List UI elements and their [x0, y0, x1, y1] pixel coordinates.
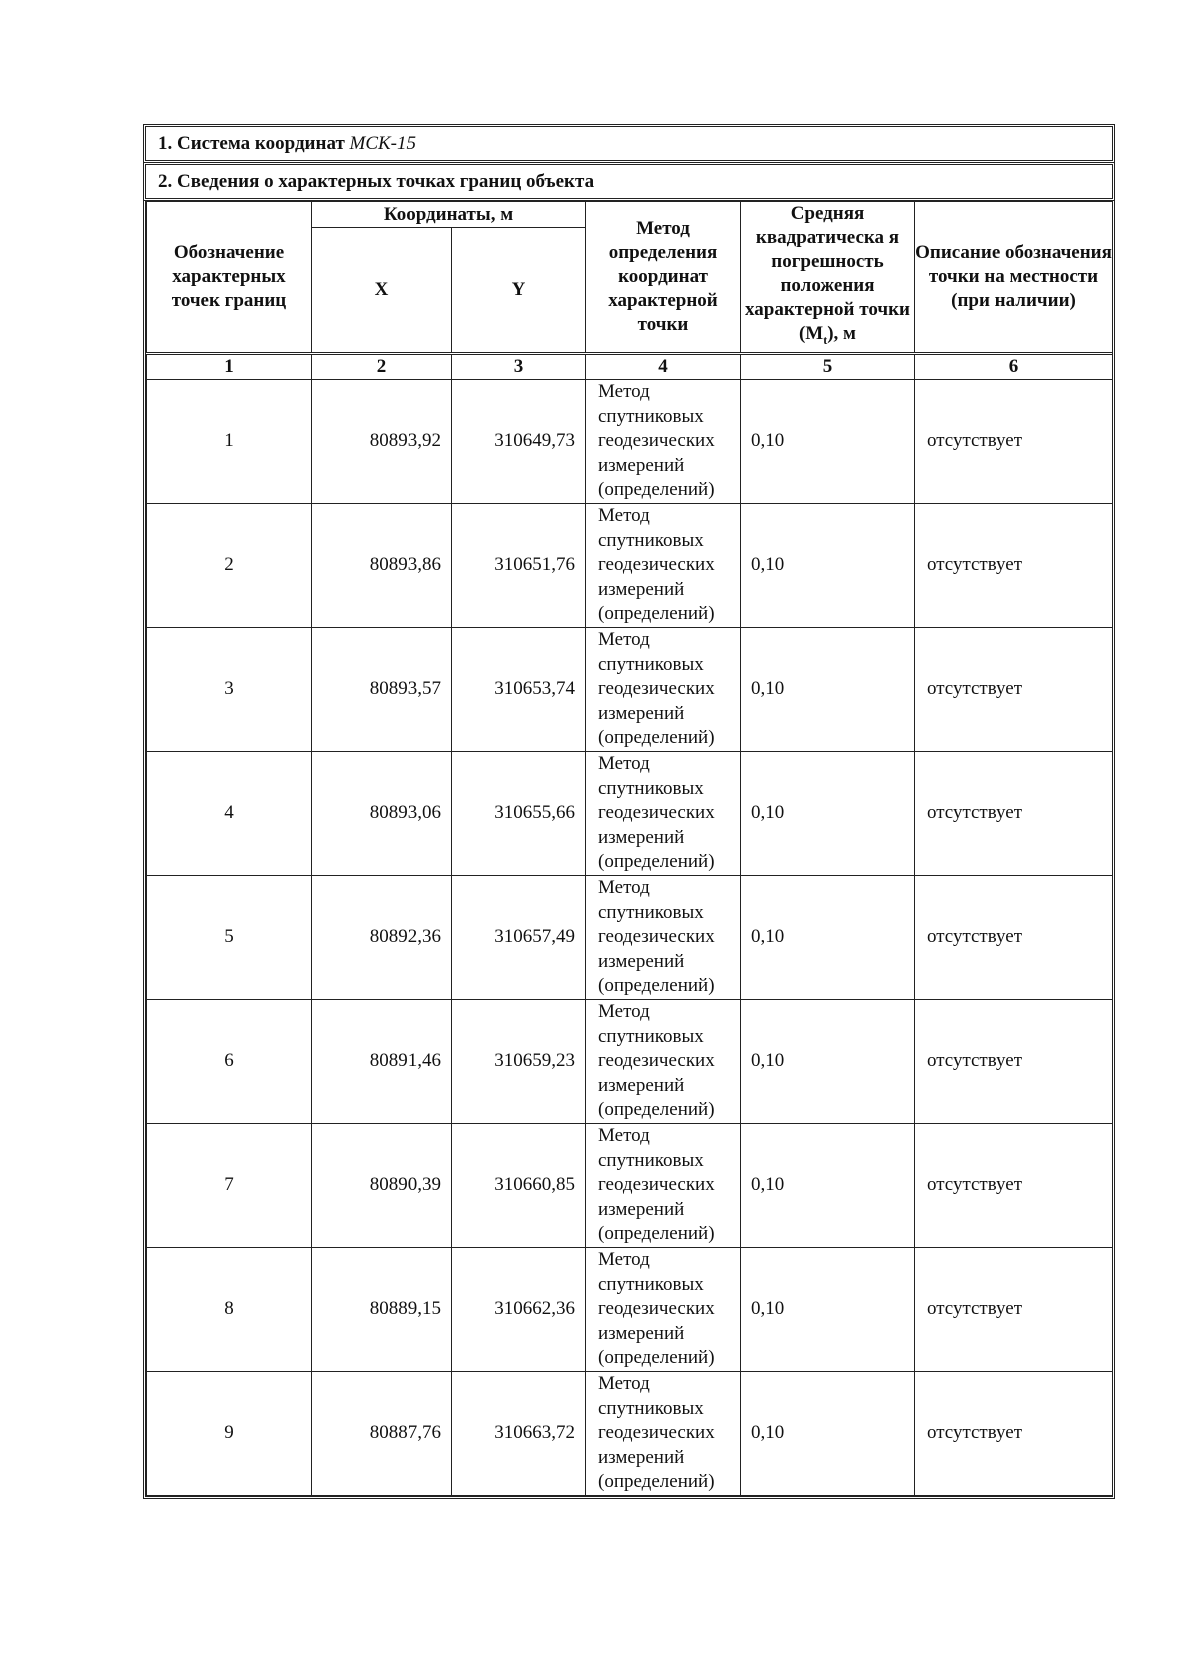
header-description: Описание обозначения точки на местности (при наличии) — [915, 202, 1113, 354]
method-line: (определений) — [598, 1099, 715, 1121]
description-cell: отсутствует — [915, 1247, 1113, 1371]
method-line: геодезических — [598, 1050, 715, 1072]
method-line: Метод — [598, 505, 650, 527]
x-cell: 80893,57 — [312, 627, 452, 751]
boundary-points-sheet — [143, 124, 1115, 1499]
point-cell: 5 — [147, 875, 312, 999]
header-y: Y — [452, 228, 586, 353]
method-line: геодезических — [598, 678, 715, 700]
table-row — [147, 1123, 1113, 1247]
point-cell: 4 — [147, 751, 312, 875]
method-line: измерений — [598, 454, 685, 476]
accuracy-cell: 0,10 — [741, 1247, 915, 1371]
table-row — [147, 875, 1113, 999]
description-cell: отсутствует — [915, 627, 1113, 751]
description-cell: отсутствует — [915, 379, 1113, 503]
accuracy-cell: 0,10 — [741, 1371, 915, 1495]
description-cell: отсутствует — [915, 999, 1113, 1123]
header-row-1 — [147, 202, 1113, 228]
method-line: (определений) — [598, 975, 715, 997]
method-line: Метод — [598, 753, 650, 775]
method-line: измерений — [598, 1198, 685, 1220]
description-cell: отсутствует — [915, 875, 1113, 999]
header-x: X — [312, 228, 452, 353]
method-line: геодезических — [598, 1298, 715, 1320]
method-line: спутниковых — [598, 777, 704, 799]
header-accuracy — [741, 202, 915, 354]
column-number: 2 — [312, 353, 452, 379]
method-line: спутниковых — [598, 529, 704, 551]
method-line: Метод — [598, 629, 650, 651]
accuracy-cell: 0,10 — [741, 379, 915, 503]
method-line: геодезических — [598, 926, 715, 948]
method-line: измерений — [598, 1446, 685, 1468]
header-accuracy-subscript: t — [823, 332, 828, 347]
header-coords: Координаты, м — [312, 202, 586, 228]
header-accuracy-text: Средняя квадратическа я погрешность положения характерной точки (M — [745, 203, 910, 344]
method-line: спутниковых — [598, 1025, 704, 1047]
point-cell: 6 — [147, 999, 312, 1123]
accuracy-cell: 0,10 — [741, 751, 915, 875]
column-number-row — [147, 353, 1113, 379]
method-cell — [586, 999, 741, 1123]
coordinate-system-label: 1. Система координат — [158, 132, 345, 154]
accuracy-cell: 0,10 — [741, 875, 915, 999]
method-line: Метод — [598, 877, 650, 899]
method-line: (определений) — [598, 851, 715, 873]
points-table-body — [147, 379, 1113, 1495]
header-method: Метод определения координат характерной точки — [586, 202, 741, 354]
point-cell: 3 — [147, 627, 312, 751]
y-cell: 310663,72 — [452, 1371, 586, 1495]
points-section-row — [143, 162, 1115, 201]
y-cell: 310649,73 — [452, 379, 586, 503]
method-line: геодезических — [598, 1174, 715, 1196]
method-line: спутниковых — [598, 1273, 704, 1295]
x-cell: 80891,46 — [312, 999, 452, 1123]
method-line: измерений — [598, 1074, 685, 1096]
point-cell: 7 — [147, 1123, 312, 1247]
table-row — [147, 627, 1113, 751]
method-line: (определений) — [598, 1471, 715, 1493]
description-cell: отсутствует — [915, 1371, 1113, 1495]
method-line: измерений — [598, 1322, 685, 1344]
method-line: (определений) — [598, 1347, 715, 1369]
coordinate-system-value: МСК-15 — [349, 132, 416, 154]
method-line: измерений — [598, 702, 685, 724]
method-line: Метод — [598, 1373, 650, 1395]
point-cell: 2 — [147, 503, 312, 627]
description-cell: отсутствует — [915, 503, 1113, 627]
table-row — [147, 751, 1113, 875]
method-cell — [586, 503, 741, 627]
description-cell: отсутствует — [915, 1123, 1113, 1247]
column-number: 6 — [915, 353, 1113, 379]
y-cell: 310660,85 — [452, 1123, 586, 1247]
method-cell — [586, 627, 741, 751]
column-number: 1 — [147, 353, 312, 379]
header-point: Обозначение характерных точек границ — [147, 202, 312, 354]
method-cell — [586, 1371, 741, 1495]
method-line: геодезических — [598, 554, 715, 576]
points-table — [146, 201, 1113, 1496]
method-line: Метод — [598, 1001, 650, 1023]
point-cell: 8 — [147, 1247, 312, 1371]
method-line: Метод — [598, 1249, 650, 1271]
table-row — [147, 1247, 1113, 1371]
accuracy-cell: 0,10 — [741, 999, 915, 1123]
method-line: измерений — [598, 950, 685, 972]
method-line: (определений) — [598, 1223, 715, 1245]
header-accuracy-unit: ), м — [827, 323, 857, 344]
accuracy-cell: 0,10 — [741, 1123, 915, 1247]
method-line: измерений — [598, 578, 685, 600]
method-line: Метод — [598, 381, 650, 403]
accuracy-cell: 0,10 — [741, 627, 915, 751]
x-cell: 80887,76 — [312, 1371, 452, 1495]
method-line: измерений — [598, 826, 685, 848]
method-line: (определений) — [598, 603, 715, 625]
point-cell: 9 — [147, 1371, 312, 1495]
method-line: геодезических — [598, 1422, 715, 1444]
method-line: спутниковых — [598, 1397, 704, 1419]
method-line: (определений) — [598, 727, 715, 749]
method-line: спутниковых — [598, 405, 704, 427]
column-number: 3 — [452, 353, 586, 379]
y-cell: 310659,23 — [452, 999, 586, 1123]
method-line: геодезических — [598, 802, 715, 824]
method-cell — [586, 751, 741, 875]
points-section-label: 2. Сведения о характерных точках границ объекта — [158, 170, 595, 192]
y-cell: 310653,74 — [452, 627, 586, 751]
method-line: (определений) — [598, 479, 715, 501]
x-cell: 80890,39 — [312, 1123, 452, 1247]
points-table-frame — [143, 201, 1115, 1499]
method-line: спутниковых — [598, 653, 704, 675]
method-cell — [586, 379, 741, 503]
method-line: спутниковых — [598, 1149, 704, 1171]
method-cell — [586, 1123, 741, 1247]
method-line: Метод — [598, 1125, 650, 1147]
table-row — [147, 999, 1113, 1123]
method-line: спутниковых — [598, 901, 704, 923]
method-cell — [586, 1247, 741, 1371]
x-cell: 80893,92 — [312, 379, 452, 503]
column-number: 5 — [741, 353, 915, 379]
y-cell: 310657,49 — [452, 875, 586, 999]
accuracy-cell: 0,10 — [741, 503, 915, 627]
description-cell: отсутствует — [915, 751, 1113, 875]
y-cell: 310655,66 — [452, 751, 586, 875]
table-row — [147, 503, 1113, 627]
x-cell: 80889,15 — [312, 1247, 452, 1371]
y-cell: 310651,76 — [452, 503, 586, 627]
table-row — [147, 379, 1113, 503]
x-cell: 80892,36 — [312, 875, 452, 999]
method-cell — [586, 875, 741, 999]
coordinate-system-row — [143, 124, 1115, 163]
x-cell: 80893,06 — [312, 751, 452, 875]
y-cell: 310662,36 — [452, 1247, 586, 1371]
column-number: 4 — [586, 353, 741, 379]
table-row — [147, 1371, 1113, 1495]
method-line: геодезических — [598, 430, 715, 452]
x-cell: 80893,86 — [312, 503, 452, 627]
point-cell: 1 — [147, 379, 312, 503]
